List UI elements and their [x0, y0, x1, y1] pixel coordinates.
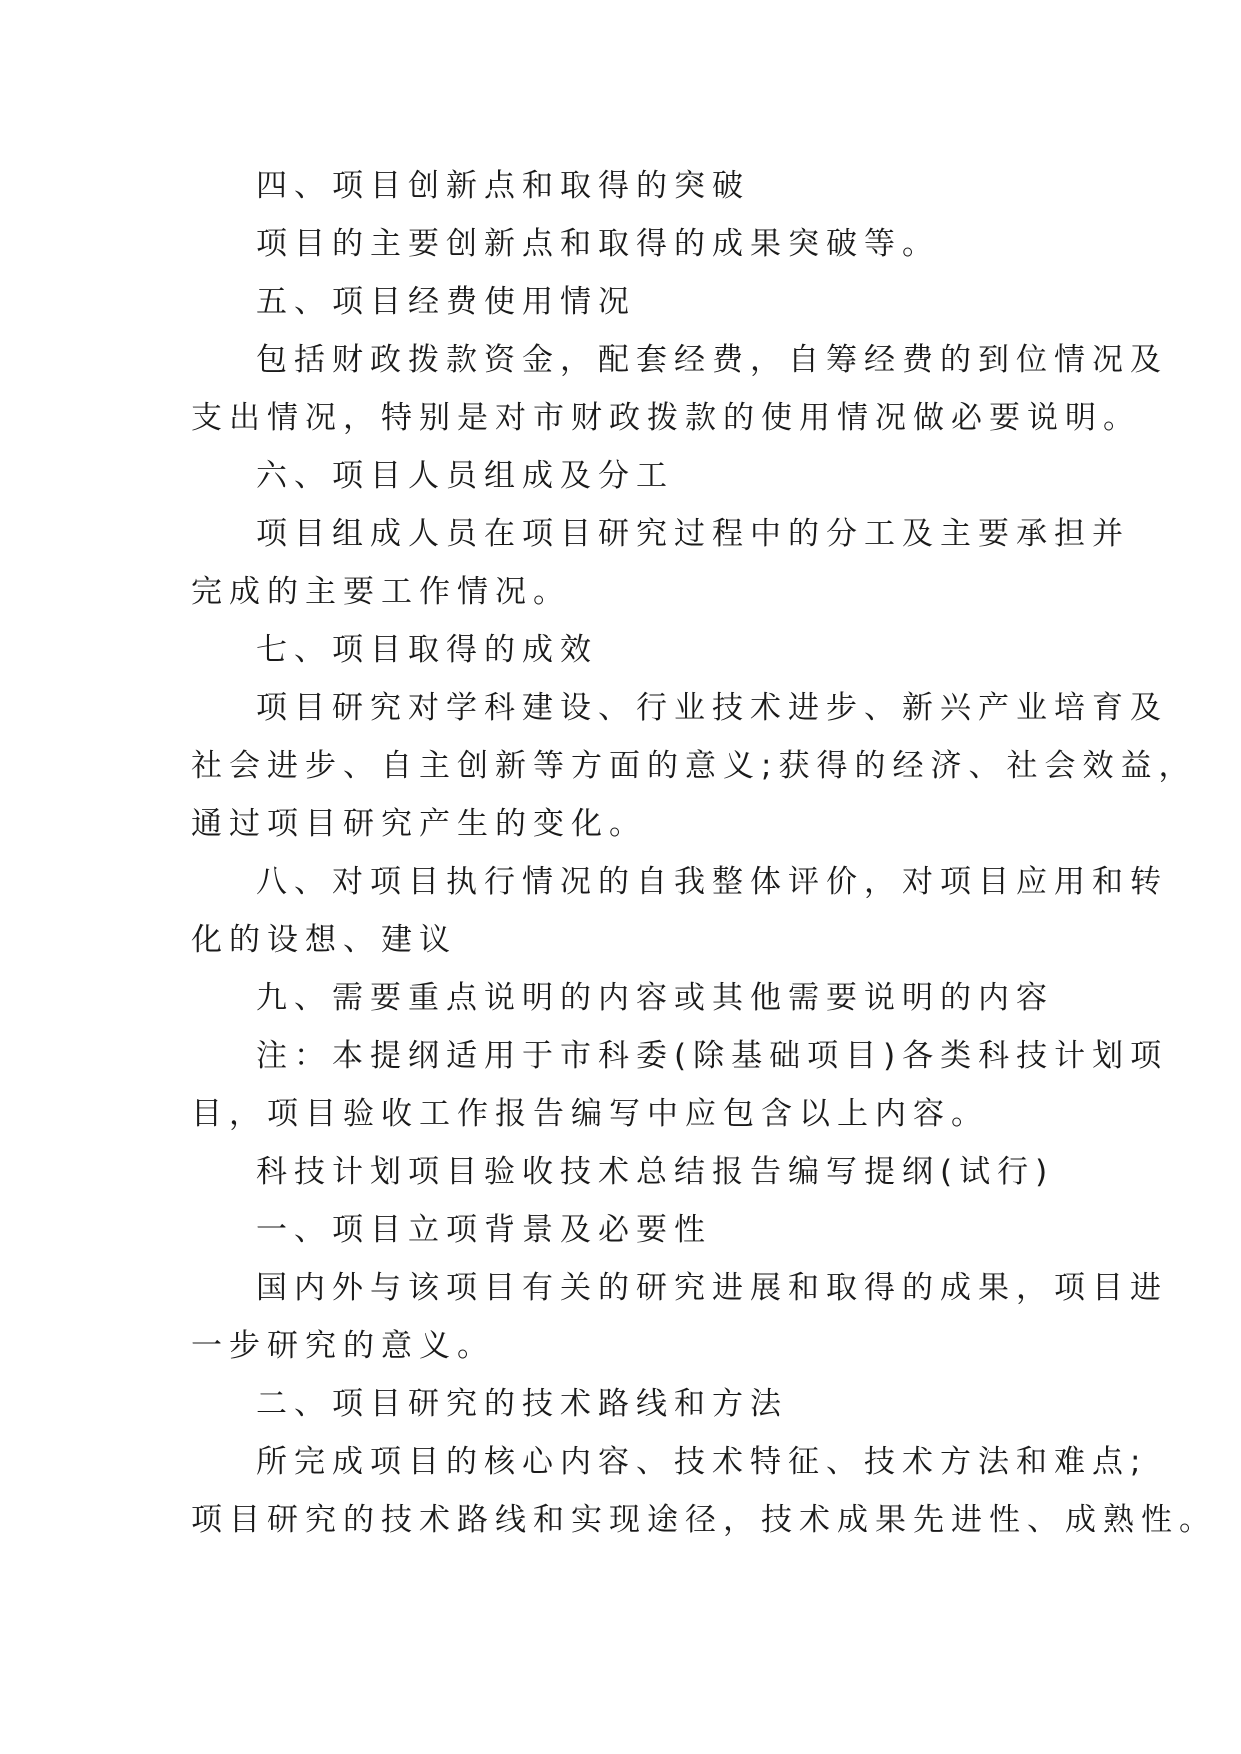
- heading-section-8: 八、对项目执行情况的自我整体评价，对项目应用和转: [256, 864, 1168, 900]
- paragraph-line: 一步研究的意义。: [191, 1328, 495, 1364]
- paragraph-line: 国内外与该项目有关的研究进展和取得的成果，项目进: [256, 1270, 1168, 1306]
- note-line: 目，项目验收工作报告编写中应包含以上内容。: [191, 1096, 989, 1132]
- heading-section-9: 九、需要重点说明的内容或其他需要说明的内容: [256, 980, 1054, 1016]
- paragraph-line: 项目组成人员在项目研究过程中的分工及主要承担并: [256, 516, 1130, 552]
- heading-section-4: 四、项目创新点和取得的突破: [256, 168, 750, 204]
- note-line: 注：本提纲适用于市科委(除基础项目)各类科技计划项: [256, 1038, 1169, 1074]
- heading-section-1: 一、项目立项背景及必要性: [256, 1212, 712, 1248]
- paragraph-line: 项目研究的技术路线和实现途径，技术成果先进性、成熟性。: [191, 1502, 1217, 1538]
- heading-section-5: 五、项目经费使用情况: [256, 284, 636, 320]
- paragraph-line: 通过项目研究产生的变化。: [191, 806, 647, 842]
- paragraph-line: 所完成项目的核心内容、技术特征、技术方法和难点;: [256, 1444, 1148, 1480]
- heading-section-6: 六、项目人员组成及分工: [256, 458, 674, 494]
- outline-title: 科技计划项目验收技术总结报告编写提纲(试行): [256, 1154, 1055, 1190]
- paragraph-line: 项目的主要创新点和取得的成果突破等。: [256, 226, 940, 262]
- heading-section-7: 七、项目取得的成效: [256, 632, 598, 668]
- heading-section-2: 二、项目研究的技术路线和方法: [256, 1386, 788, 1422]
- heading-section-8-cont: 化的设想、建议: [191, 922, 457, 958]
- paragraph-line: 项目研究对学科建设、行业技术进步、新兴产业培育及: [256, 690, 1168, 726]
- paragraph-line: 完成的主要工作情况。: [191, 574, 571, 610]
- paragraph-line: 支出情况，特别是对市财政拨款的使用情况做必要说明。: [191, 400, 1141, 436]
- paragraph-line: 社会进步、自主创新等方面的意义;获得的经济、社会效益，: [191, 748, 1197, 784]
- paragraph-line: 包括财政拨款资金，配套经费，自筹经费的到位情况及: [256, 342, 1168, 378]
